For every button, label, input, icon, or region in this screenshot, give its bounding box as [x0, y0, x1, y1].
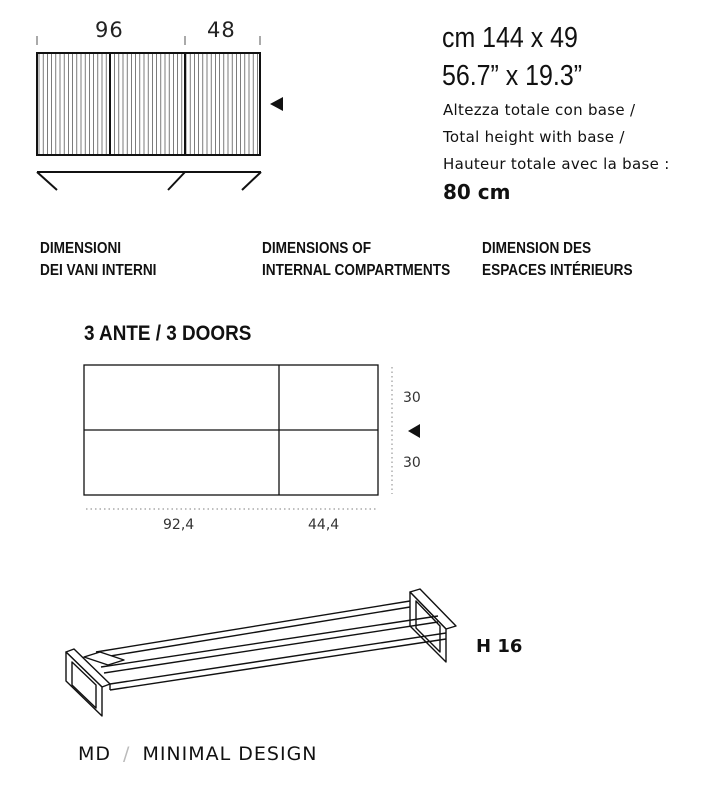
compartment-height-bottom: 30	[403, 455, 421, 471]
width-left-label: 96	[95, 18, 124, 42]
heading-english-line2: INTERNAL COMPARTMENTS	[262, 262, 451, 279]
heading-french-line2: ESPACES INTÉRIEURS	[482, 262, 633, 279]
heading-french	[482, 238, 633, 282]
height-label-italian: Altezza totale con base /	[443, 101, 636, 119]
heading-english-line1: DIMENSIONS OF	[262, 240, 372, 257]
base-left-plate	[84, 652, 124, 665]
compartments-title: 3 ANTE / 3 DOORS	[84, 322, 252, 345]
heading-italian-line1: DIMENSIONI	[40, 240, 122, 257]
heading-french-line1: DIMENSION DES	[482, 240, 592, 257]
size-imperial: 56.7” x 19.3”	[442, 60, 583, 92]
compartment-width-left: 92,4	[163, 517, 195, 533]
width-right-label: 48	[207, 18, 236, 42]
brand-separator: /	[123, 743, 131, 765]
base-height-label: H 16	[476, 636, 523, 657]
total-height-value: 80 cm	[443, 180, 511, 204]
size-metric: cm 144 x 49	[442, 22, 578, 54]
height-label-french: Hauteur totale avec la base :	[443, 155, 670, 173]
brand-code: MD	[78, 743, 112, 765]
compartment-width-right: 44,4	[308, 517, 340, 533]
compartment-height-top: 30	[403, 390, 421, 406]
heading-italian-line2: DEI VANI INTERNI	[40, 262, 157, 279]
height-label-english: Total height with base /	[443, 128, 625, 146]
brand-name: MINIMAL DESIGN	[142, 743, 318, 765]
brand-footer	[78, 743, 318, 765]
